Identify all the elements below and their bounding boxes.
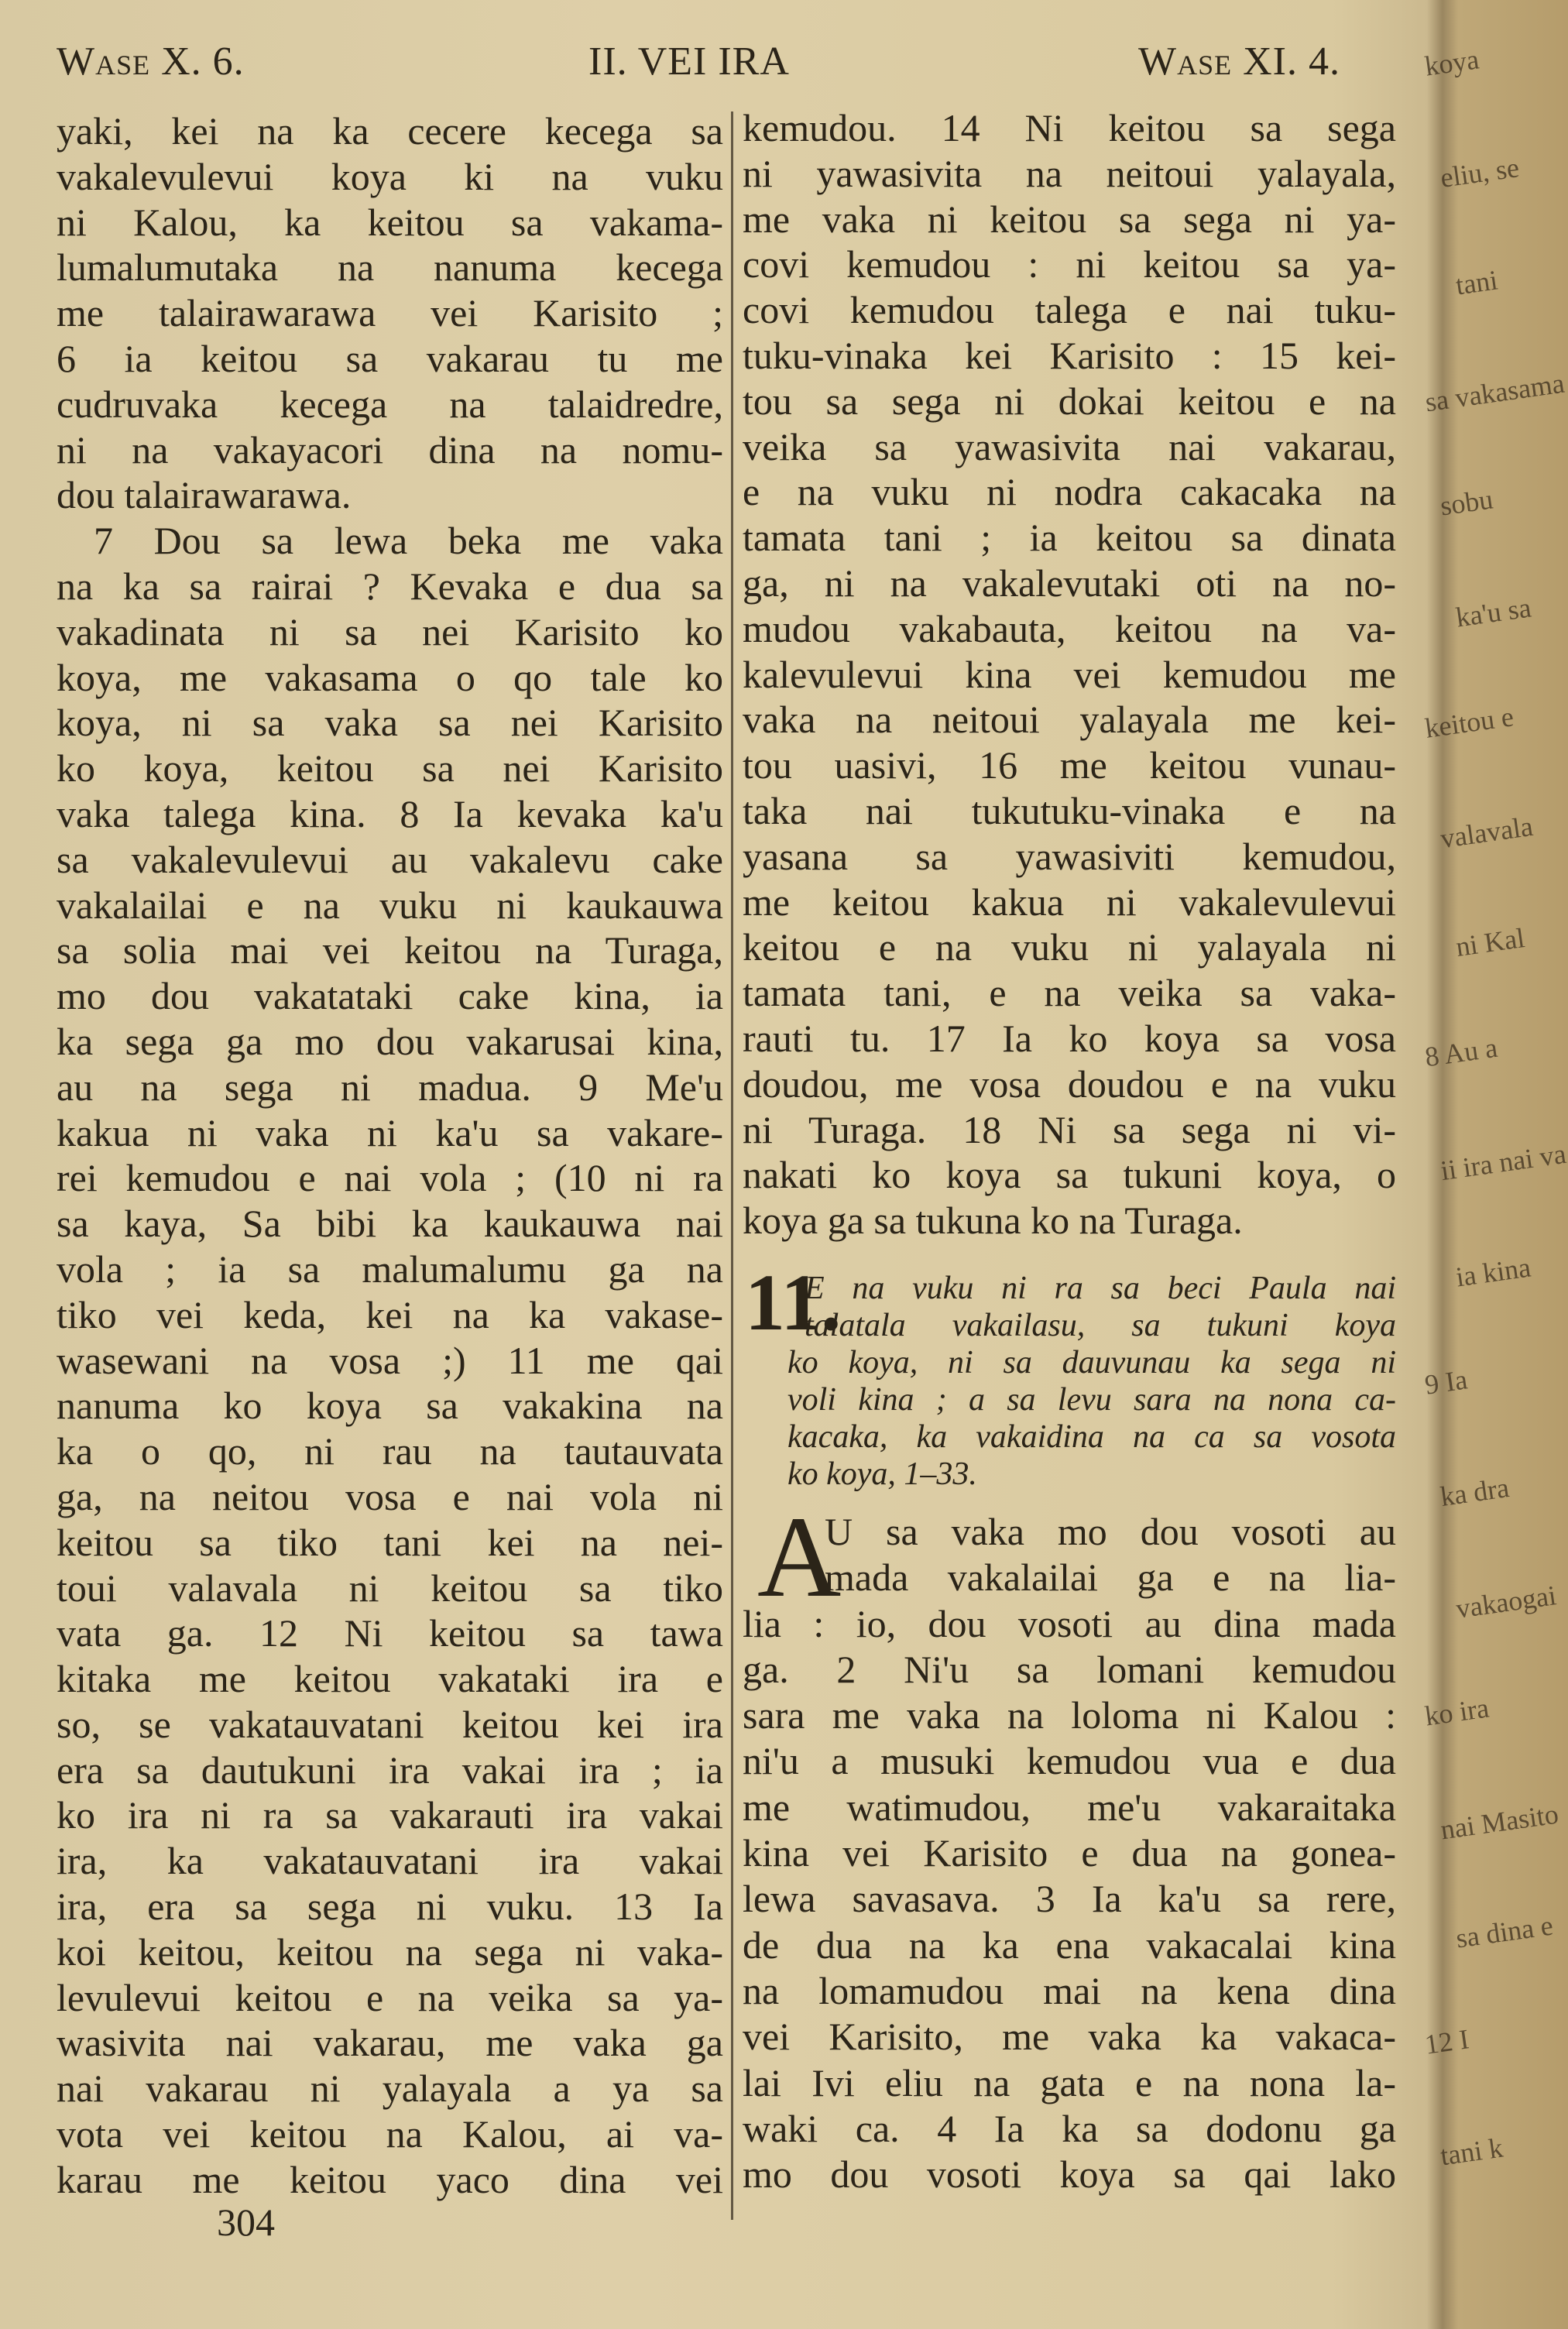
text-line: ko koya, 1–33.	[787, 1456, 977, 1492]
text-line: wasewani na vosa ;) 11 me qai	[57, 1338, 723, 1382]
text-line: 7 Dou sa lewa beka me vaka	[94, 519, 723, 563]
text-line: vakalailai e na vuku ni kaukauwa	[57, 883, 723, 927]
text-line: kakua ni vaka ni ka'u sa vakare-	[57, 1110, 723, 1154]
text-line: e na vuku ni nodra cakacaka na	[743, 470, 1396, 514]
text-line: me talairawarawa vei Karisito ;	[57, 291, 723, 335]
facing-page-fragment: vakaogai	[1453, 1580, 1559, 1624]
text-line: koi keitou, keitou na sega ni vaka-	[57, 1929, 723, 1974]
text-line: koya ga sa tukuna ko na Turaga.	[743, 1199, 1243, 1243]
drop-cap: A	[757, 1493, 842, 1621]
text-line: veika sa yawasivita nai vakarau,	[743, 424, 1396, 468]
text-line: ka o qo, ni rau na tautauvata	[57, 1429, 723, 1473]
text-line: sa kaya, Sa bibi ka kaukauwa nai	[57, 1202, 723, 1246]
text-line: vaka talega kina. 8 Ia kevaka ka'u	[57, 791, 723, 835]
text-line: sara me vaka na loloma ni Kalou :	[743, 1693, 1396, 1737]
facing-page-fragment: valavala	[1438, 810, 1535, 855]
text-line: ko koya, ni sa dauvunau ka sega ni	[787, 1345, 1396, 1381]
column-divider	[731, 111, 733, 2220]
facing-page-fragment: keitou e	[1422, 701, 1516, 744]
text-line: na ka sa rairai ? Kevaka e dua sa	[57, 564, 723, 608]
facing-page-fragment: eliu, se	[1438, 152, 1522, 194]
text-line: levulevui keitou e na veika sa ya-	[57, 1975, 723, 2019]
text-line: tou sa sega ni dokai keitou e na	[743, 379, 1396, 423]
text-line: vaka na neitoui yalayala me kei-	[743, 698, 1396, 742]
facing-page-fragment: ko ira	[1422, 1692, 1491, 1732]
text-line: nai vakarau ni yalayala a ya sa	[57, 2067, 723, 2111]
chapter-summary	[787, 1270, 1396, 1493]
text-line: 6 ia keitou sa vakarau tu me	[57, 336, 723, 380]
text-line: wasivita nai vakarau, me vaka ga	[57, 2021, 723, 2065]
facing-page-fragment: 9 Ia	[1422, 1363, 1470, 1401]
text-line: kacaka, ka vakaidina na ca sa vosota	[787, 1419, 1396, 1455]
text-line: covi kemudou : ni keitou sa ya-	[743, 242, 1396, 286]
text-line: tamata tani ; ia keitou sa dinata	[743, 516, 1396, 560]
right-text-column	[743, 105, 1396, 1243]
text-line: me watimudou, me'u vakaraitaka	[743, 1785, 1396, 1829]
text-line: ni na vakayacori dina na nomu-	[57, 427, 723, 472]
chapter-text	[743, 1509, 1396, 2197]
text-line: ni Kalou, ka keitou sa vakama-	[57, 200, 723, 244]
text-line: U sa vaka mo dou vosoti au	[825, 1510, 1396, 1553]
text-line: mudou vakabauta, keitou na va-	[743, 606, 1396, 650]
text-line: ko koya, keitou sa nei Karisito	[57, 746, 723, 791]
facing-page-fragment: ii ira nai va	[1439, 1137, 1568, 1187]
text-line: tamata tani, e na veika sa vaka-	[743, 971, 1396, 1015]
text-line: sa vakalevulevui au vakalevu cake	[57, 837, 723, 881]
text-line: lai Ivi eliu na gata e na nona la-	[743, 2060, 1396, 2104]
text-line: ga, na neitou vosa e nai vola ni	[57, 1474, 723, 1518]
text-line: kitaka me keitou vakataki ira e	[57, 1657, 723, 1701]
text-line: mada vakalailai ga e na lia-	[825, 1556, 1396, 1600]
text-line: doudou, me vosa doudou e na vuku	[743, 1062, 1396, 1106]
text-line: koya, me vakasama o qo tale ko	[57, 655, 723, 699]
facing-page-fragment: tani	[1453, 264, 1500, 301]
text-line: mo dou vosoti koya sa qai lako	[743, 2152, 1396, 2197]
text-line: toui valavala ni keitou sa tiko	[57, 1566, 723, 1610]
text-line: kemudou. 14 Ni keitou sa sega	[743, 106, 1396, 149]
text-line: so, se vakatauvatani keitou kei ira	[57, 1702, 723, 1746]
text-line: taka nai tukutuku-vinaka e na	[743, 788, 1396, 832]
chapter-number: 11.	[745, 1258, 842, 1347]
facing-page-fragment: ka'u sa	[1453, 592, 1533, 633]
text-line: tuku-vinaka kei Karisito : 15 kei-	[743, 333, 1396, 377]
text-line: ga, ni na vakalevutaki oti na no-	[743, 561, 1396, 605]
text-line: sa solia mai vei keitou na Turaga,	[57, 928, 723, 972]
text-line: vota vei keitou na Kalou, ai va-	[57, 2112, 723, 2156]
text-line: waki ca. 4 Ia ka sa dodonu ga	[743, 2106, 1396, 2150]
facing-page-fragment: ni Kal	[1453, 922, 1527, 962]
text-line: vola ; ia sa malumalumu ga na	[57, 1247, 723, 1291]
text-line: kina vei Karisito e dua na gonea-	[743, 1831, 1396, 1875]
facing-page-fragment: 12 I	[1422, 2023, 1471, 2060]
text-line: ira, era sa sega ni vuku. 13 Ia	[57, 1885, 723, 1929]
text-line: talatala vakailasu, sa tukuni koya	[805, 1308, 1396, 1343]
text-line: ka sega ga mo dou vakarusai kina,	[57, 1019, 723, 1063]
text-line: ni Turaga. 18 Ni sa sega ni vi-	[743, 1107, 1396, 1151]
text-line: me keitou kakua ni vakalevulevui	[743, 880, 1396, 924]
facing-page-fragment: ka dra	[1438, 1472, 1511, 1512]
text-line: keitou sa tiko tani kei na nei-	[57, 1520, 723, 1564]
text-line: vakalevulevui koya ki na vuku	[57, 154, 723, 198]
text-line: lewa savasava. 3 Ia ka'u sa rere,	[743, 1877, 1396, 1921]
text-line: mo dou vakatataki cake kina, ia	[57, 974, 723, 1018]
header-book-right: Wase	[1138, 39, 1233, 84]
text-line: tou uasivi, 16 me keitou vunau-	[743, 743, 1396, 787]
text-line: rei kemudou e nai vola ; (10 ni ra	[57, 1156, 723, 1200]
header-ref-right: XI. 4.	[1243, 39, 1340, 84]
header-ref-left: X. 6.	[161, 39, 245, 84]
text-line: dou talairawarawa.	[57, 473, 352, 517]
facing-page-fragment: 8 Au a	[1422, 1031, 1500, 1073]
text-line: ko ira ni ra sa vakarauti ira vakai	[57, 1793, 723, 1837]
text-line: kalevulevui kina vei kemudou me	[743, 652, 1396, 696]
text-line: keitou e na vuku ni yalayala ni	[743, 925, 1396, 969]
text-line: covi kemudou talega e nai tuku-	[743, 288, 1396, 332]
running-header-right	[1138, 37, 1340, 87]
facing-page-edge	[1417, 0, 1568, 2329]
text-line: ni yawasivita na neitoui yalayala,	[743, 151, 1396, 195]
text-line: nanuma ko koya sa vakakina na	[57, 1384, 723, 1428]
text-line: cudruvaka kecega na talaidredre,	[57, 382, 723, 426]
text-line: koya, ni sa vaka sa nei Karisito	[57, 701, 723, 745]
text-line: rauti tu. 17 Ia ko koya sa vosa	[743, 1016, 1396, 1060]
text-line: vakadinata ni sa nei Karisito ko	[57, 609, 723, 653]
facing-page-fragment: tani k	[1438, 2132, 1505, 2172]
running-header-title: II. VEI IRA	[588, 39, 790, 84]
text-line: yaki, kei na ka cecere kecega sa	[57, 109, 723, 153]
page-number: 304	[217, 2200, 275, 2244]
facing-page-fragment: ia kina	[1453, 1251, 1533, 1293]
facing-page-fragment: nai Masito	[1438, 1798, 1561, 1846]
facing-page-fragment: koya	[1422, 43, 1481, 82]
text-line: voli kina ; a sa levu sara na nona ca-	[787, 1382, 1396, 1418]
text-line: ga. 2 Ni'u sa lomani kemudou	[743, 1647, 1396, 1691]
text-line: vei Karisito, me vaka ka vakaca-	[743, 2015, 1396, 2059]
text-line: era sa dautukuni ira vakai ira ; ia	[57, 1748, 723, 1792]
text-line: yasana sa yawasiviti kemudou,	[743, 834, 1396, 878]
text-line: au na sega ni madua. 9 Me'u	[57, 1065, 723, 1109]
text-line: me vaka ni keitou sa sega ni ya-	[743, 197, 1396, 241]
facing-page-fragment: sobu	[1438, 483, 1495, 522]
text-line: de dua na ka ena vakacalai kina	[743, 1923, 1396, 1967]
text-line: lia : io, dou vosoti au dina mada	[743, 1601, 1396, 1645]
text-line: karau me keitou yaco dina vei	[57, 2157, 723, 2201]
facing-page-fragment: sa vakasama	[1423, 367, 1566, 418]
text-line: tiko vei keda, kei na ka vakase-	[57, 1292, 723, 1336]
text-line: ira, ka vakatauvatani ira vakai	[57, 1839, 723, 1883]
text-line: nakati ko koya sa tukuni koya, o	[743, 1153, 1396, 1197]
left-text-column	[57, 108, 723, 2203]
text-line: vata ga. 12 Ni keitou sa tawa	[57, 1611, 723, 1655]
text-line: E na vuku ni ra sa beci Paula nai	[805, 1271, 1396, 1306]
text-line: ni'u a musuki kemudou vua e dua	[743, 1739, 1396, 1783]
facing-page-fragment: sa dina e	[1453, 1909, 1556, 1954]
running-header-left	[57, 37, 245, 87]
text-line: na lomamudou mai na kena dina	[743, 1968, 1396, 2012]
header-book-left: Wase	[57, 39, 151, 84]
text-line: lumalumutaka na nanuma kecega	[57, 245, 723, 290]
